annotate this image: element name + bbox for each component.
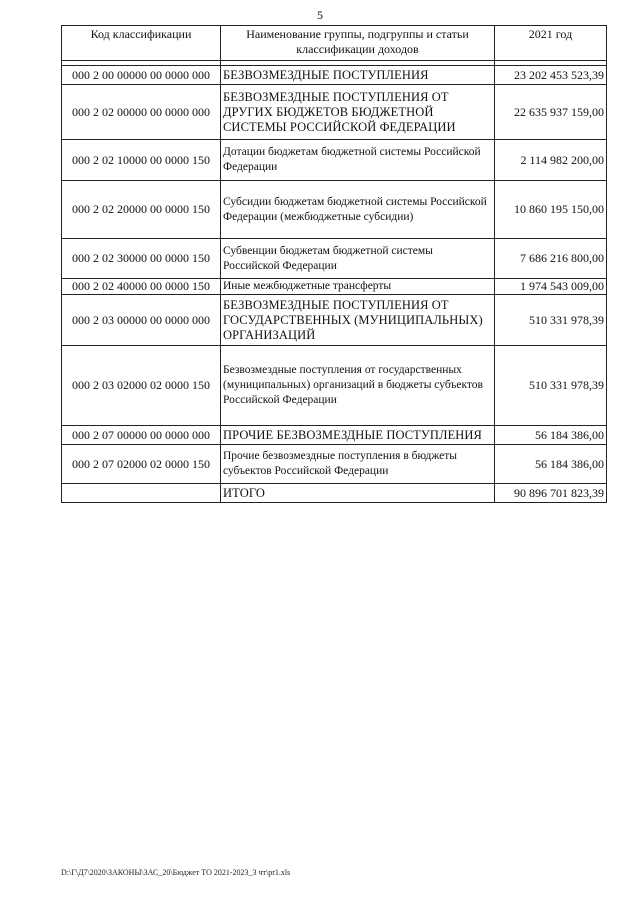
table-row [62,445,607,484]
table-row [62,66,607,85]
classification-code: 000 2 02 00000 00 0000 000 [62,85,221,140]
amount-value: 22 635 937 159,00 [495,85,607,140]
classification-code: 000 2 03 00000 00 0000 000 [62,295,221,346]
page-number: 5 [317,8,323,22]
total-label: ИТОГО [221,484,495,503]
table-row [62,181,607,239]
total-code [62,484,221,503]
classification-code: 000 2 07 00000 00 0000 000 [62,426,221,445]
amount-value: 7 686 216 800,00 [495,239,607,279]
table-row [62,346,607,426]
table-row [62,295,607,346]
classification-code: 000 2 02 30000 00 0000 150 [62,239,221,279]
revenue-name: Иные межбюджетные трансферты [221,279,495,295]
table-row [62,85,607,140]
revenue-table [61,25,607,503]
amount-value: 56 184 386,00 [495,445,607,484]
revenue-name: ПРОЧИЕ БЕЗВОЗМЕЗДНЫЕ ПОСТУПЛЕНИЯ [221,426,495,445]
amount-value: 1 974 543 009,00 [495,279,607,295]
revenue-name: Субсидии бюджетам бюджетной системы Российской Федерации (межбюджетные субсидии) [221,181,495,239]
classification-code: 000 2 03 02000 02 0000 150 [62,346,221,426]
file-path-footer: D:\Г\Д7\2020\ЗАКОНЫ\ЗАС_20\Бюджет ТО 2021-2023_3 чт\pr1.xls [61,868,291,877]
table-header-row [62,26,607,61]
header-name: Наименование группы, подгруппы и статьи классификации доходов [221,26,495,61]
amount-value: 2 114 982 200,00 [495,140,607,181]
amount-value: 510 331 978,39 [495,295,607,346]
classification-code: 000 2 02 20000 00 0000 150 [62,181,221,239]
revenue-name: БЕЗВОЗМЕЗДНЫЕ ПОСТУПЛЕНИЯ ОТ ДРУГИХ БЮДЖЕТОВ БЮДЖЕТНОЙ СИСТЕМЫ РОССИЙСКОЙ ФЕДЕРАЦИИ [221,85,495,140]
amount-value: 56 184 386,00 [495,426,607,445]
table-row [62,140,607,181]
classification-code: 000 2 02 40000 00 0000 150 [62,279,221,295]
classification-code: 000 2 02 10000 00 0000 150 [62,140,221,181]
total-amount: 90 896 701 823,39 [495,484,607,503]
revenue-name: Прочие безвозмездные поступления в бюджеты субъектов Российской Федерации [221,445,495,484]
header-year: 2021 год [495,26,607,61]
amount-value: 510 331 978,39 [495,346,607,426]
revenue-name: Дотации бюджетам бюджетной системы Российской Федерации [221,140,495,181]
classification-code: 000 2 00 00000 00 0000 000 [62,66,221,85]
table-row [62,426,607,445]
amount-value: 23 202 453 523,39 [495,66,607,85]
classification-code: 000 2 07 02000 02 0000 150 [62,445,221,484]
revenue-name: Безвозмездные поступления от государственных (муниципальных) организаций в бюджеты субъектов Российской Федерации [221,346,495,426]
revenue-name: БЕЗВОЗМЕЗДНЫЕ ПОСТУПЛЕНИЯ ОТ ГОСУДАРСТВЕННЫХ (МУНИЦИПАЛЬНЫХ) ОРГАНИЗАЦИЙ [221,295,495,346]
revenue-name: БЕЗВОЗМЕЗДНЫЕ ПОСТУПЛЕНИЯ [221,66,495,85]
amount-value: 10 860 195 150,00 [495,181,607,239]
header-code: Код классификации [62,26,221,61]
table-row [62,239,607,279]
total-row [62,484,607,503]
revenue-name: Субвенции бюджетам бюджетной системы Российской Федерации [221,239,495,279]
table-row [62,279,607,295]
